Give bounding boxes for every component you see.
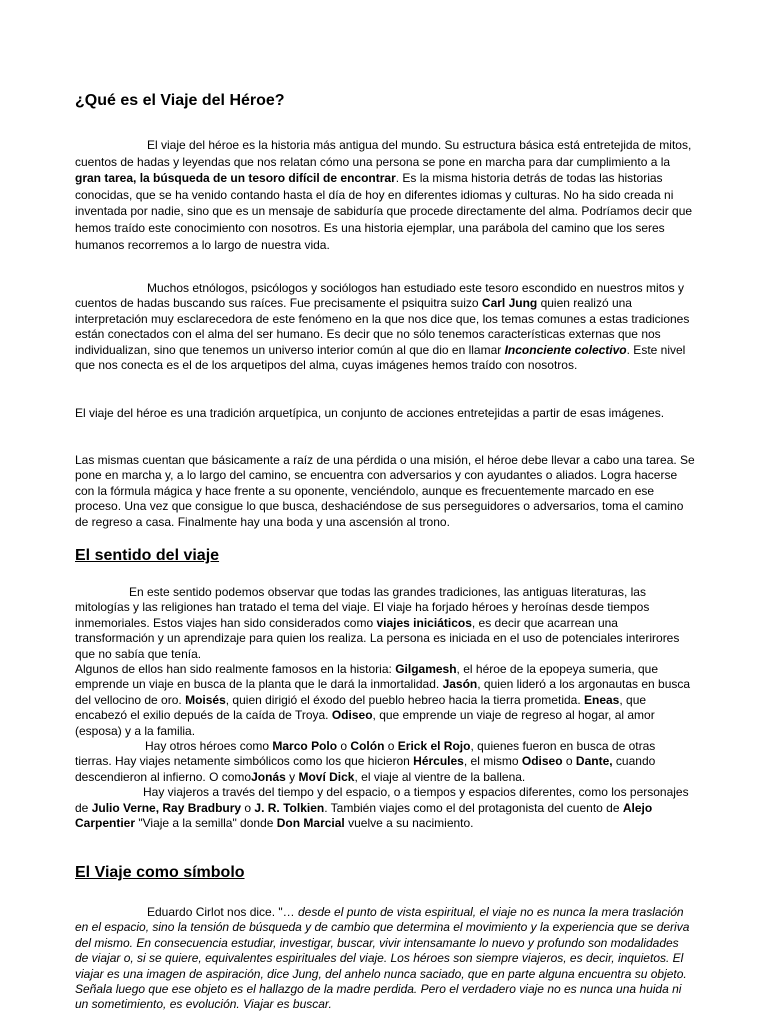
page-title: ¿Qué es el Viaje del Héroe? <box>75 92 285 109</box>
paragraph-tradition: El viaje del héroe es una tradición arquetípica, un conjunto de acciones entretejidas a partir de esas imágenes. <box>75 406 665 420</box>
section-heading-sentido: El sentido del viaje <box>75 547 220 564</box>
paragraph-sentido: En este sentido podemos observar que todas las grandes tradiciones, las antiguas literaturas, las mitologías y las religiones han tratado el tema del viaje. El viaje ha forjado héroes y heroínas desde tiempos inmemoriales. Estos viajes han sido considerados como viajes iniciáticos, es decir que acarrean una transformación y un aprendizaje para quien los realiza. La persona es iniciada en el uso de potenciales interirores que no sabía que tenía. Algunos de ellos han sido realmente famosos en la historia: Gilgamesh, el héroe de la epopeya sumeria, que emprende un viaje en busca de la planta que le dará la inmortalidad. Jasón, quien lideró a los argonautas en busca del vellocino de oro. Moisés, quien dirigió el éxodo del pueblo hebreo hacia la tierra prometida. Eneas, que encabezó el exilio depués de la caída de Troya. Odiseo, que emprende un viaje de regreso al hogar, al amor (esposa) y a la familia. Hay otros héroes como Marco Polo o Colón o Erick el Rojo, quienes fueron en busca de otras tierras. Hay viajes netamente simbólicos como los que hicieron Hércules, el mismo Odiseo o Dante, cuando descendieron al infierno. O comoJonás y Moví Dick, el viaje al vientre de la ballena. Hay viajeros a través del tiempo y del espacio, o a tiempos y espacios diferentes, como los personajes de Julio Verne, Ray Bradbury o J. R. Tolkien. También viajes como el del protagonista del cuento de Alejo Carpentier "Viaje a la semilla" donde Don Marcial vuelve a su nacimiento. <box>75 585 691 831</box>
section-heading-simbolo: El Viaje como símbolo <box>75 864 245 881</box>
paragraph-intro: El viaje del héroe es la historia más antigua del mundo. Su estructura básica está entretejida de mitos, cuentos de hadas y leyendas que nos relatan cómo una persona se pone en marcha para dar cumplimiento a la gran tarea, la búsqueda de un tesoro difícil de encontrar. Es la misma historia detrás de todas las historias conocidas, que se ha venido contando hasta el día de hoy en diferentes idiomas y culturas. No ha sido creada ni inventada por nadie, sino que es un mensaje de sabiduría que procede directamente del alma. Podríamos decir que hemos traído este conocimiento con nosotros. Es una historia ejemplar, una parábola del camino que los seres humanos recorremos a lo largo de nuestra vida. <box>75 138 693 252</box>
paragraph-jung: Muchos etnólogos, psicólogos y sociólogos han estudiado este tesoro escondido en nuestros mitos y cuentos de hadas buscando sus raíces. Fue precisamente el psiquitra suizo Carl Jung quien realizó una interpretación muy esclarecedora de este fenómeno en la que nos dice que, los temas comunes a estas tradiciones están conectados con el alma del ser humano. Es decir que no sólo tenemos características externas que nos individualizan, sino que tenemos un universo interior común al que dio en llamar Inconciente colectivo. Este nivel que nos conecta es el de los arquetipos del alma, cuyas imágenes hemos traído con nosotros. <box>75 281 690 373</box>
paragraph-cirlot-quote: Eduardo Cirlot nos dice. "… desde el punto de vista espiritual, el viaje no es nunca la mera traslación en el espacio, sino la tensión de búsqueda y de cambio que determina el movimiento y la experiencia que se deriva del mismo. En consecuencia estudiar, investigar, buscar, vivir intensamante lo nuevo y profundo son modalidades de viajar o, si se quiere, equivalentes espirituales del viaje. Los héroes son siempre viajeros, es decir, inquietos. El viajar es una imagen de aspiración, dice Jung, del anhelo nunca saciado, que en parte alguna encuentra su objeto. Señala luego que ese objeto es el hallazgo de la madre perdida. Pero el verdadero viaje no es nunca una huida ni un sometimiento, es evolución. Viajar es buscar. <box>75 905 690 1012</box>
paragraph-story: Las mismas cuentan que básicamente a raíz de una pérdida o una misión, el héroe debe llevar a cabo una tarea. Se pone en marcha y, a lo largo del camino, se encuentra con adversarios y con ayudantes o aliados. Logra hacerse con la fórmula mágica y hace frente a su oponente, venciéndolo, aunque es frecuentemente marcado en ese proceso. Una vez que consigue lo que busca, deshaciéndose de sus perseguidores o adversarios, toma el camino de regreso a casa. Finalmente hay una boda y una ascensión al trono. <box>75 453 695 529</box>
